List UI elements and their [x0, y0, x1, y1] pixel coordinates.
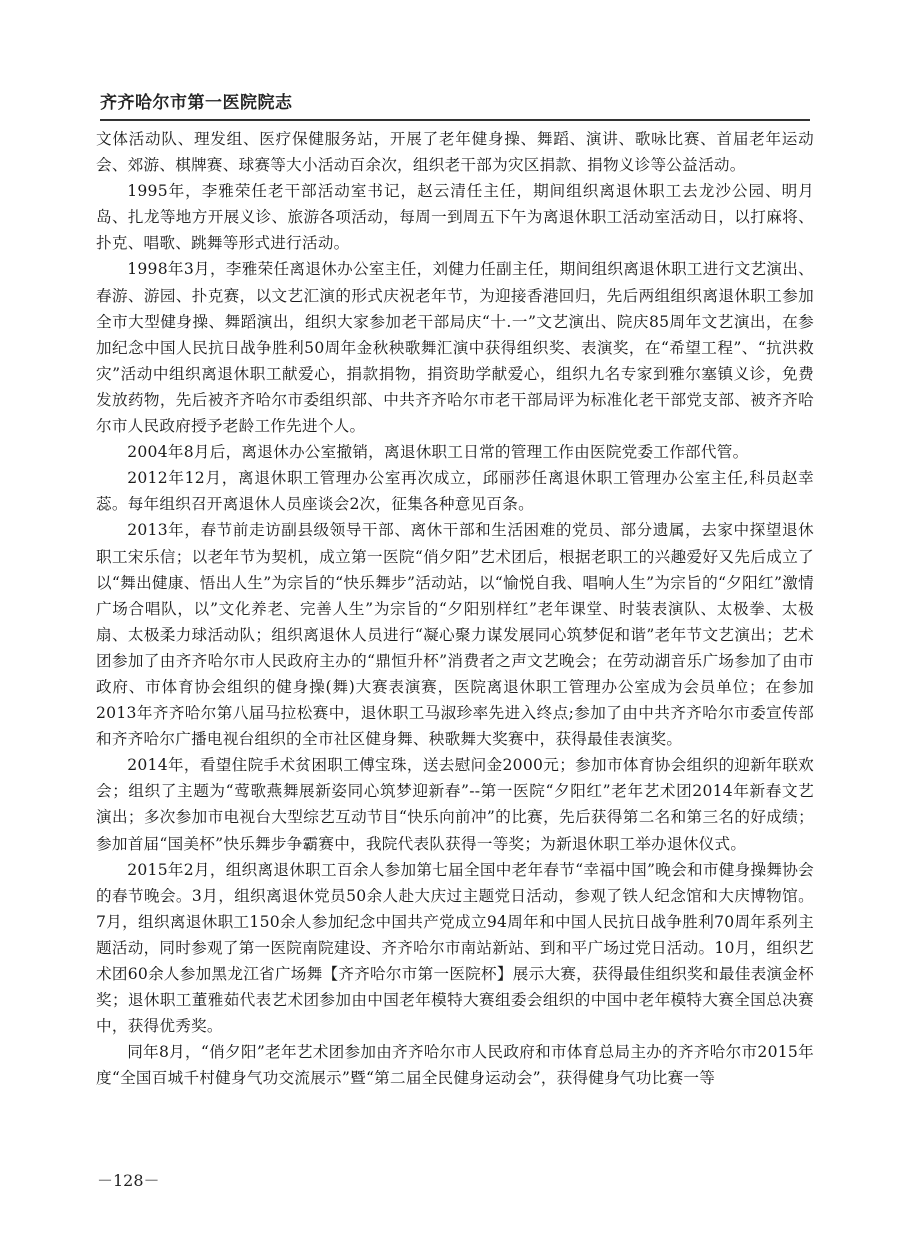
paragraph: 同年8月，“俏夕阳”老年艺术团参加由齐齐哈尔市人民政府和市体育总局主办的齐齐哈尔市2015年度“全国百城千村健身气功交流展示”暨“第二届全民健身运动会”，获得健身气功比赛一等: [96, 1043, 814, 1088]
paragraph: 文体活动队、理发组、医疗保健服务站，开展了老年健身操、舞蹈、演讲、歌咏比赛、首届老年运动会、郊游、棋牌赛、球赛等大小活动百余次，组织老干部为灾区捐款、捐物义诊等公益活动。: [96, 130, 814, 175]
paragraph: 2015年2月，组织离退休职工百余人参加第七届全国中老年春节“幸福中国”晚会和市健身操舞协会的春节晚会。3月，组织离退休党员50余人赴大庆过主题党日活动，参观了铁人纪念馆和大庆博物馆。7月，组织离退休职工150余人参加纪念中国共产党成立94周年和中国人民抗日战争胜利70周年系列主题活动，同时参观了第一医院南院建设、齐齐哈尔市南站新站、到和平广场过党日活动。10月，组织艺术团60余人参加黑龙江省广场舞【齐齐哈尔市第一医院杯】展示大赛，获得最佳组织奖和最佳表演金杯奖；退休职工董雅茹代表艺术团参加由中国老年模特大赛组委会组织的中国中老年模特大赛全国总决赛中，获得优秀奖。: [96, 860, 814, 1036]
paragraph: 2004年8月后，离退休办公室撤销，离退休职工日常的管理工作由医院党委工作部代管。: [127, 443, 749, 462]
paragraph: 1998年3月，李雅荣任离退休办公室主任，刘健力任副主任，期间组织离退休职工进行文艺演出、春游、游园、扑克赛，以文艺汇演的形式庆祝老年节，为迎接香港回归，先后两组组织离退休职工参加全市大型健身操、舞蹈演出，组织大家参加老干部局庆“十.一”文艺演出、院庆85周年文艺演出，在参加纪念中国人民抗日战争胜利50周年金秋秧歌舞汇演中获得组织奖、表演奖，在“希望工程”、“抗洪救灾”活动中组织离退休职工献爱心，捐款捐物，捐资助学献爱心，组织九名专家到雅尔塞镇义诊，免费发放药物，先后被齐齐哈尔市委组织部、中共齐齐哈尔市老干部局评为标准化老干部党支部、被齐齐哈尔市人民政府授予老龄工作先进个人。: [96, 260, 814, 436]
paragraph: 2013年，春节前走访副县级领导干部、离休干部和生活困难的党员、部分遗属，去家中探望退休职工宋乐信；以老年节为契机，成立第一医院“俏夕阳”艺术团后，根据老职工的兴趣爱好又先后成立了以“舞出健康、悟出人生”为宗旨的“快乐舞步”活动站，以“愉悦自我、唱响人生”为宗旨的“夕阳红”激情广场合唱队，以”文化养老、完善人生”为宗旨的“夕阳别样红”老年课堂、时装表演队、太极拳、太极扇、太极柔力球活动队；组织离退休人员进行“凝心聚力谋发展同心筑梦促和谐”老年节文艺演出；艺术团参加了由齐齐哈尔市人民政府主办的“鼎恒升杯”消费者之声文艺晚会；在劳动湖音乐广场参加了由市政府、市体育协会组织的健身操(舞)大赛表演赛，医院离退休职工管理办公室成为会员单位；在参加2013年齐齐哈尔第八届马拉松赛中，退休职工马淑珍率先进入终点;参加了由中共齐齐哈尔市委宣传部和齐齐哈尔广播电视台组织的全市社区健身舞、秧歌舞大奖赛中，获得最佳表演奖。: [96, 521, 814, 749]
header-rule: [100, 119, 810, 121]
paragraph: 2014年，看望住院手术贫困职工傅宝珠，送去慰问金2000元；参加市体育协会组织的迎新年联欢会；组织了主题为“莺歌燕舞展新姿同心筑梦迎新春”--第一医院“夕阳红”老年艺术团2014年新春文艺演出；多次参加市电视台大型综艺互动节目“快乐向前冲”的比赛，先后获得第二名和第三名的好成绩；参加首届“国美杯”快乐舞步争霸赛中，我院代表队获得一等奖；为新退休职工举办退休仪式。: [96, 756, 814, 853]
paragraph: 2012年12月，离退休职工管理办公室再次成立，邱丽莎任离退休职工管理办公室主任,科员赵幸蕊。每年组织召开离退休人员座谈会2次，征集各种意见百条。: [96, 469, 814, 514]
header-title: 齐齐哈尔市第一医院院志: [100, 93, 293, 113]
page-number: －128－: [97, 1171, 160, 1190]
body-text: [96, 126, 814, 1091]
paragraph: 1995年，李雅荣任老干部活动室书记，赵云清任主任，期间组织离退休职工去龙沙公园、明月岛、扎龙等地方开展义诊、旅游各项活动，每周一到周五下午为离退休职工活动室活动日，以打麻将、扑克、唱歌、跳舞等形式进行活动。: [96, 182, 814, 253]
running-header: [100, 88, 810, 121]
